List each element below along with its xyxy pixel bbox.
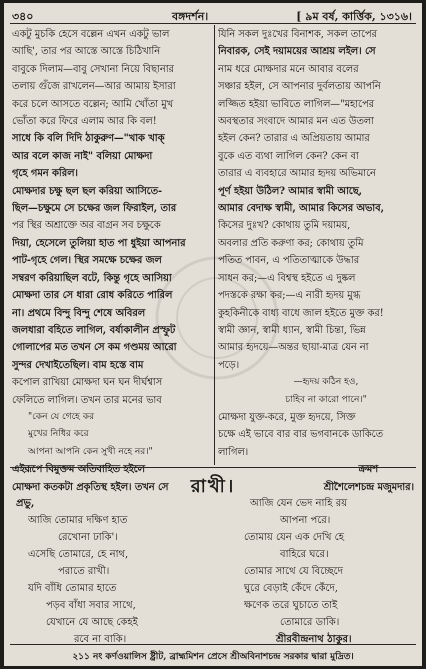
text-line: ছিল—চক্ষুমে সে চক্ষের জল ফিরাইল, তার bbox=[12, 203, 177, 215]
text-line: পতিত পাবন, এ পতিতাত্মাকে উদ্ধার bbox=[218, 255, 360, 267]
text-line: বুকে এত ব্যথা লাগিল কেন? কেন বা bbox=[218, 150, 359, 162]
poem-line: পরাতে রাখী। bbox=[58, 566, 110, 577]
text-line: সম্বরণ করিয়াছিল বটে, কিন্তু গৃহে আসিয়া bbox=[12, 272, 172, 284]
poem-line: বাহিরে ঘরে। bbox=[280, 549, 329, 560]
right-text-column bbox=[218, 26, 418, 496]
text-line: এইরূপে বিমুক্তম অতিবাহিত হইলে bbox=[12, 464, 145, 476]
text-line: বাবুকে দিলাম—বাবু সেখানা নিয়ে বিছানার bbox=[12, 63, 174, 75]
text-line: কপোল রাখিয়া মোক্ষদা ঘন ঘন দীর্ঘশ্বাস bbox=[12, 377, 163, 389]
header-rule bbox=[10, 23, 416, 24]
text-line: নিবারক, সেই দয়াময়ের আশ্রয় লইল। সে bbox=[218, 46, 376, 58]
text-line: না। প্রথমে বিন্দু বিন্দু শেষে অবিরল bbox=[12, 307, 146, 319]
poem-title: রাখী। bbox=[190, 476, 236, 497]
section-rule bbox=[10, 467, 416, 468]
poem-line: তোমায় যেন এক দেখি হে bbox=[244, 532, 344, 543]
page-header bbox=[4, 3, 422, 23]
text-line: কুহকিনীকে বাধ্য বাধে জাল হইতে মুক্ত কর! bbox=[218, 307, 384, 319]
text-line: লাগিল। bbox=[218, 446, 249, 458]
left-text-column bbox=[12, 26, 210, 496]
poem-line: রেখোনা ঢাকি'। bbox=[58, 532, 118, 543]
continued-label: ক্রমশ bbox=[358, 464, 378, 476]
poem-line: যেখানে যে আছে কেহই bbox=[46, 617, 138, 628]
text-line: পর স্থির অশ্রাক্তে অর বাগ্রন সব চক্ষুকে bbox=[12, 220, 161, 232]
text-line: চক্ষে এই ভাবে বার বার ভগবানকে ডাকিতে bbox=[218, 429, 383, 441]
text-line: ফেলিতে লাগিল। তখন তার মনের ভাব bbox=[12, 394, 162, 406]
text-line: পূর্ণ হইয়া উঠিল? আমার স্বামী আছে, bbox=[218, 185, 363, 197]
text-line: জলধারা বহিতে লাগিল, বর্ষাকালীন প্রস্ফুট bbox=[12, 324, 176, 336]
text-line: অবলার প্রতি করুণা কর; কোথায় তুমি bbox=[218, 237, 364, 249]
column-divider bbox=[214, 25, 215, 465]
poem-right-stanza bbox=[230, 495, 418, 648]
poem-line: এসেছি তোমারে, হে নাথ, bbox=[28, 549, 129, 560]
page-number: ৩৪০ bbox=[12, 10, 34, 23]
text-line: একটু মুচকি হেসে বল্লেন এখন একটু ভাল bbox=[12, 29, 170, 40]
issue-info: [ ৯ম বর্ষ, কার্ত্তিক, ১৩১৬। bbox=[296, 10, 412, 23]
poem-line: তোমার সাথে যে বিচ্ছেদে bbox=[244, 566, 343, 577]
text-line: স্বামী জ্ঞান, স্বামী ধ্যান, স্বামী চিন্তা, ভিন্ন bbox=[218, 324, 366, 336]
poem-signature: শ্রীরবীন্দ্রনাথ ঠাকুর। bbox=[276, 634, 352, 645]
text-line: মোক্ষদা কতকটা প্রকৃতিস্থ হইল। তখন সে bbox=[12, 481, 169, 493]
text-line: সুন্দর দেখাইতেছিল। বাম হস্তে বাম bbox=[12, 359, 144, 371]
text-line: মোক্ষদা যুক্ত-করে, মুক্ত হৃদয়ে, সিক্ত bbox=[218, 411, 356, 423]
quote-line: চাহিব না কারো পানে।" bbox=[285, 394, 367, 405]
poem-line: তোমারে ডাকি। bbox=[280, 617, 340, 628]
text-line: গৃহে গমন করিল। bbox=[12, 168, 78, 180]
text-line: গোলাপের মত তখন সে কম গণ্ডময় আরো bbox=[12, 342, 177, 354]
poem-line: আজি তোমার দক্ষিণ হাত bbox=[28, 515, 128, 526]
text-line: সাধে কি বলি দিদি ঠাকুরুণ—"খাক খাক্ bbox=[12, 133, 165, 145]
poem-line: ঘুরে বেড়াই কেঁদে কেঁদে, bbox=[244, 583, 338, 594]
text-line: যিনি সকল দুঃখের বিনাশক, সকল তাপের bbox=[218, 29, 377, 40]
quote-line: "কেন যে গেহে কর bbox=[28, 411, 95, 422]
text-line: লজ্জিত হইয়া ভাবিতে লাগিল—"মহাপের bbox=[218, 98, 374, 110]
text-line: তারার এ ব্যবহারে আমার হৃদয় অভিমানে bbox=[218, 168, 376, 180]
text-line: আছি', তার পর আস্তে আস্তে চিঠিখানি bbox=[12, 46, 161, 58]
page bbox=[4, 3, 422, 666]
footer-rule bbox=[10, 644, 416, 645]
text-line: সাধন কর;—এ বিশ্বস্থ হইতে এ দুষ্কল bbox=[218, 272, 356, 284]
quote-line: আপনা আপনি কেন সুখী নহে নর।" bbox=[28, 446, 153, 457]
poem-line: আজি যেন ভেদ নাহি রয় bbox=[250, 498, 348, 509]
quote-line: —হৃদয় কঠিন হও, bbox=[293, 377, 359, 388]
printer-footer: ২১১ নং কর্ণওয়ালিস ষ্ট্রীট, ব্রাহ্মমিশন প্রেসে শ্রীঅবিনাশচন্দ্র সরকার দ্বারা মুদ্রিত। bbox=[72, 652, 354, 662]
text-line: পদস্তকে রক্ষা কর;—এ নারী হৃদয় মুগ্ধ bbox=[218, 290, 361, 302]
text-line: আমার বেদাক্ষ স্বামী, আমার কিসের অভাব, bbox=[218, 203, 384, 215]
text-line: পাট-গৃহে গেল। স্থির সমক্ষে চক্ষের জল bbox=[12, 255, 162, 267]
text-line: ভোঁতা করে ফিরে এলাম আর কি বল! bbox=[12, 116, 157, 128]
text-line: কিসের দুঃখ? কোথায় তুমি দয়াময়, bbox=[218, 220, 351, 232]
poem-line: আপনা পরে। bbox=[280, 515, 331, 526]
text-line: হইল কেন? তারার এ অপ্রিয়তায় আমার bbox=[218, 133, 370, 145]
text-line: আমার হৃদয়ে—অন্তর ছায়া-মাত্র যেন না bbox=[218, 342, 369, 354]
poem-line: রবে না বাকি। bbox=[74, 634, 127, 645]
text-line: মোক্ষদার চক্ষু ছল ছল করিয়া আসিতে- bbox=[12, 185, 163, 197]
text-line: তলায় গুঁজে রাখলেন—আর আমায় ইসারা bbox=[12, 81, 176, 93]
text-line: দিয়া, হেসেলে তুলিয়া হাত পা ধুইয়া আপনার bbox=[12, 237, 186, 249]
text-line: পড়ে। bbox=[218, 359, 240, 371]
text-line: অবস্থতার সংবাদে আমার মন এত উতলা bbox=[218, 116, 374, 128]
poem-line: যদি বাঁধি তোমার হাতে bbox=[28, 583, 117, 594]
text-line: নাম ধরে মোক্ষদার মনে আবার বলের bbox=[218, 63, 359, 75]
poem-line: ক্ষণেক তরে ঘুচাতে তাই bbox=[244, 600, 338, 611]
text-line: সঞ্চার হইল, সে আপনার দুর্বলতায় আপনি bbox=[218, 81, 381, 93]
poem-line: পড়ব বাঁধা সবার সাথে, bbox=[46, 600, 136, 611]
text-line: করে চলে আসতে বল্লেন; আমি খোঁতা মুখ bbox=[12, 98, 174, 110]
text-line: আর বলে কাজ নাই" বলিয়া মোক্ষদা bbox=[12, 150, 153, 162]
poem-left-stanza bbox=[16, 495, 216, 648]
poem-prefix: প্রভু, bbox=[16, 498, 35, 509]
prose-signature: শ্রীশৈলেশচন্দ্র মজুমদার। bbox=[323, 481, 414, 493]
text-line: মোক্ষদা তার সে ধারা রোধ করিতে পারিল bbox=[12, 290, 173, 302]
quote-line: মুখের নিধির করে bbox=[28, 429, 89, 440]
magazine-title: বঙ্গদর্শন। bbox=[172, 10, 209, 23]
